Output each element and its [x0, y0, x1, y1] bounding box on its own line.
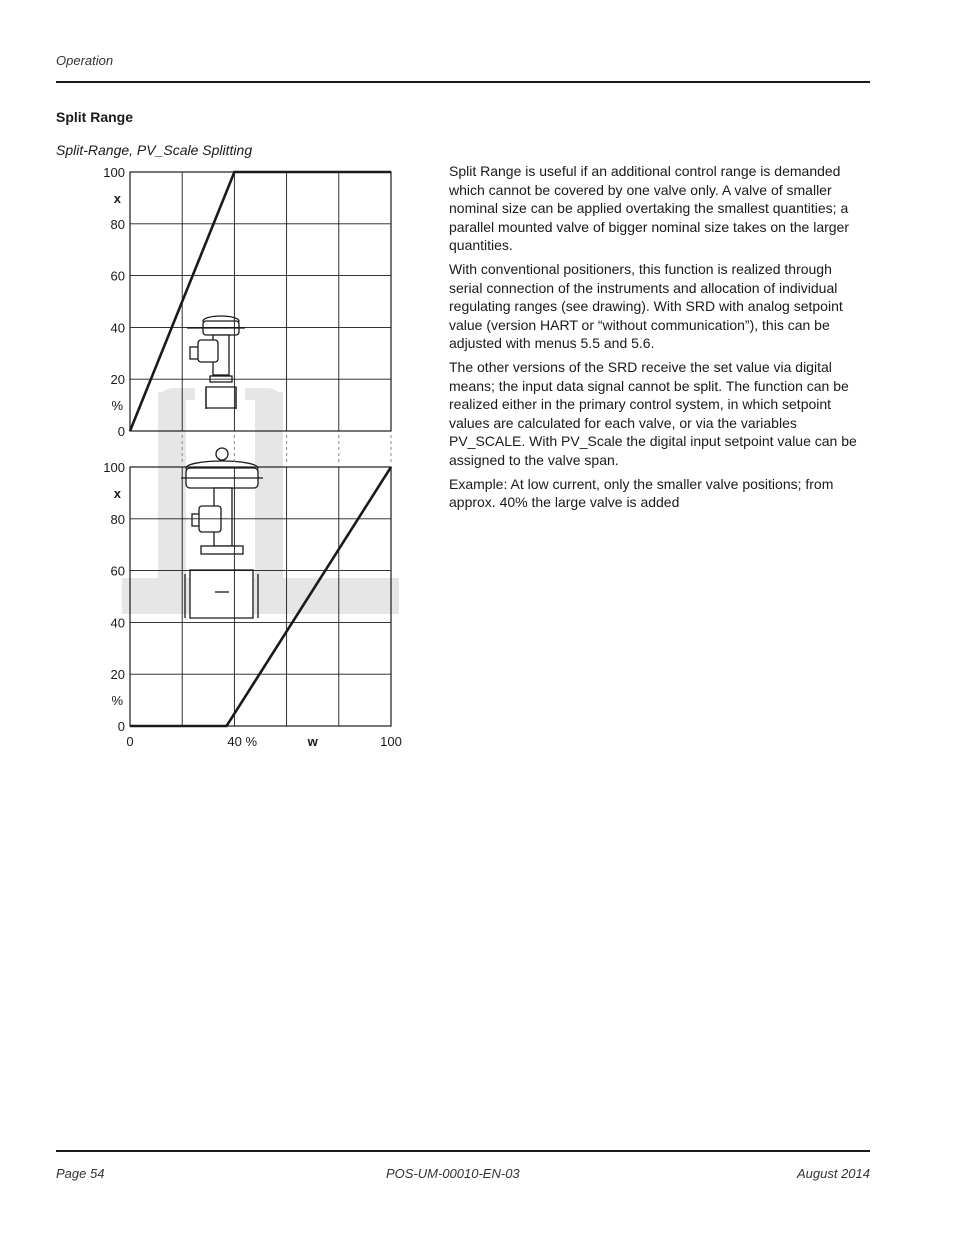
y-tick-label: 100 — [103, 460, 125, 475]
footer-date: August 2014 — [796, 1166, 870, 1181]
y-axis-unit: % — [111, 693, 123, 709]
x-axis-label: w — [307, 734, 318, 749]
body-text — [449, 162, 867, 517]
footer-document-id: POS-UM-00010-EN-03 — [386, 1166, 520, 1181]
y-tick-label: 60 — [110, 268, 125, 284]
y-tick-label: 40 — [110, 615, 125, 631]
y-axis-unit: % — [111, 398, 123, 414]
large-valve-icon — [181, 448, 263, 618]
x-tick-label: 40 % — [227, 734, 258, 749]
y-tick-label: 0 — [117, 719, 125, 734]
body-paragraph: With conventional positioners, this function is realized through serial connection of the instruments and allocation of individual regulating ranges (see drawing). With SRD with analog setpoint value (version HART or “without communication”), this can be adjusted with menus 5.5 and 5.6. — [449, 260, 843, 352]
footer-page-number: Page 54 — [56, 1166, 105, 1181]
footer-rule — [56, 1150, 870, 1152]
x-tick-label: 0 — [126, 734, 134, 749]
y-axis-label: x — [113, 190, 121, 206]
x-tick-label: 100 — [380, 734, 402, 749]
figure-caption: Split-Range, PV_Scale Splitting — [56, 142, 253, 158]
y-tick-label: 80 — [110, 511, 125, 527]
body-paragraph: The other versions of the SRD receive the set value via digital means; the input data signal cannot be split. The function can be realized either in the primary control system, in which setpoint values are calculated for each valve, or via the variables PV_SCALE. With PV_Scale the digital input setpoint value can be assigned to the valve span. — [449, 358, 857, 468]
split-range-chart-svg — [95, 160, 425, 760]
y-axis-label: x — [113, 485, 121, 501]
header-section-label: Operation — [56, 53, 114, 68]
y-tick-label: 80 — [110, 216, 125, 232]
section-title: Split Range — [56, 109, 134, 125]
small-valve-icon — [187, 316, 245, 409]
y-tick-label: 0 — [117, 424, 125, 439]
pipe-illustration — [122, 388, 399, 614]
y-tick-label: 100 — [103, 165, 125, 180]
body-paragraph: Split Range is useful if an additional control range is demanded which cannot be covered by one valve only. A valve of smaller nominal size can be applied overtaking the smallest quantities; a parallel mounted valve of bigger nominal size takes on the larger quantities. — [449, 163, 850, 254]
header-rule — [56, 81, 870, 83]
y-tick-label: 20 — [110, 372, 125, 388]
y-tick-label: 20 — [110, 667, 125, 683]
split-range-figure — [95, 160, 425, 760]
y-tick-label: 60 — [110, 563, 125, 579]
body-paragraph: Example: At low current, only the smaller valve positions; from approx. 40% the large valve is added — [449, 475, 834, 511]
y-tick-label: 40 — [110, 320, 125, 336]
chart-layer — [103, 165, 402, 749]
